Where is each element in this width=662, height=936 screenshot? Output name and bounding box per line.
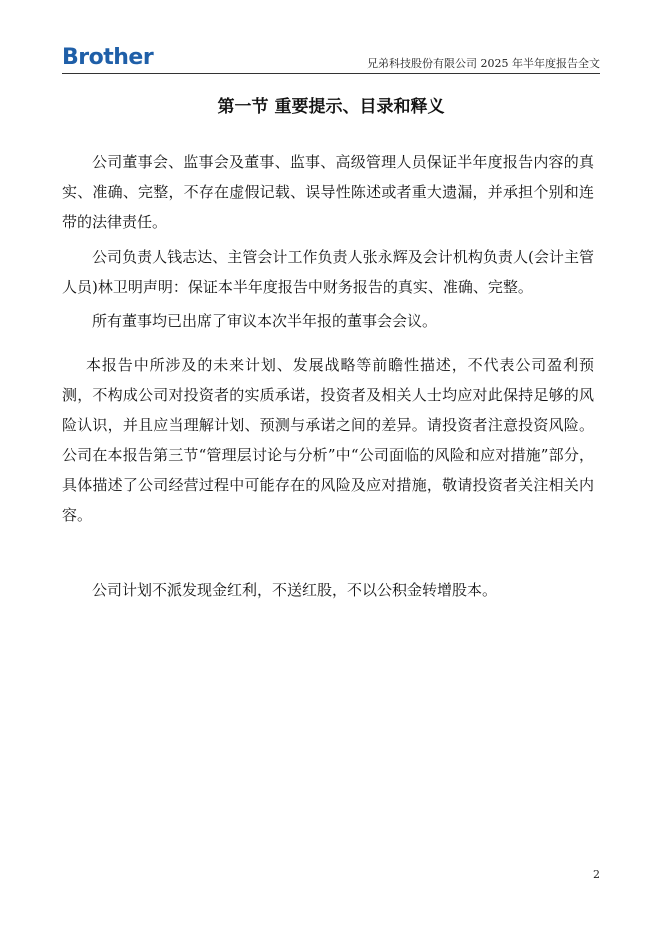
- header-report-title: 兄弟科技股份有限公司 2025 年半年度报告全文: [367, 57, 600, 70]
- section-title: 第一节 重要提示、目录和释义: [217, 97, 445, 117]
- paragraph-directors-attendance: 所有董事均已出席了审议本次半年报的董事会会议。: [92, 312, 438, 330]
- paragraph-profit-distribution: 公司计划不派发现金红利，不送红股，不以公积金转增股本。: [92, 581, 498, 599]
- company-logo: Brother: [62, 45, 154, 70]
- header-divider: [62, 73, 600, 74]
- page-number: 2: [593, 868, 600, 881]
- paragraph-forward-looking-risk: 本报告中所涉及的未来计划、发展战略等前瞻性描述，不代表公司盈利预测，不构成公司对投资者的实质承诺，投资者及相关人士均应对此保持足够的风险认识，并且应当理解计划、预测与承诺之间的差异。请投资者注意投资风险。公司在本报告第三节“管理层讨论与分析”中“公司面临的风险和应对措施”部分，具体描述了公司经营过程中可能存在的风险及应对措施，敬请投资者关注相关内容。: [62, 356, 594, 524]
- paragraph-responsible-persons-statement: 公司负责人钱志达、主管会计工作负责人张永辉及会计机构负责人(会计主管人员)林卫明声明：保证本半年度报告中财务报告的真实、准确、完整。: [62, 248, 594, 296]
- paragraph-board-guarantee: 公司董事会、监事会及董事、监事、高级管理人员保证半年度报告内容的真实、准确、完整，不存在虚假记载、误导性陈述或者重大遗漏，并承担个别和连带的法律责任。: [62, 153, 594, 231]
